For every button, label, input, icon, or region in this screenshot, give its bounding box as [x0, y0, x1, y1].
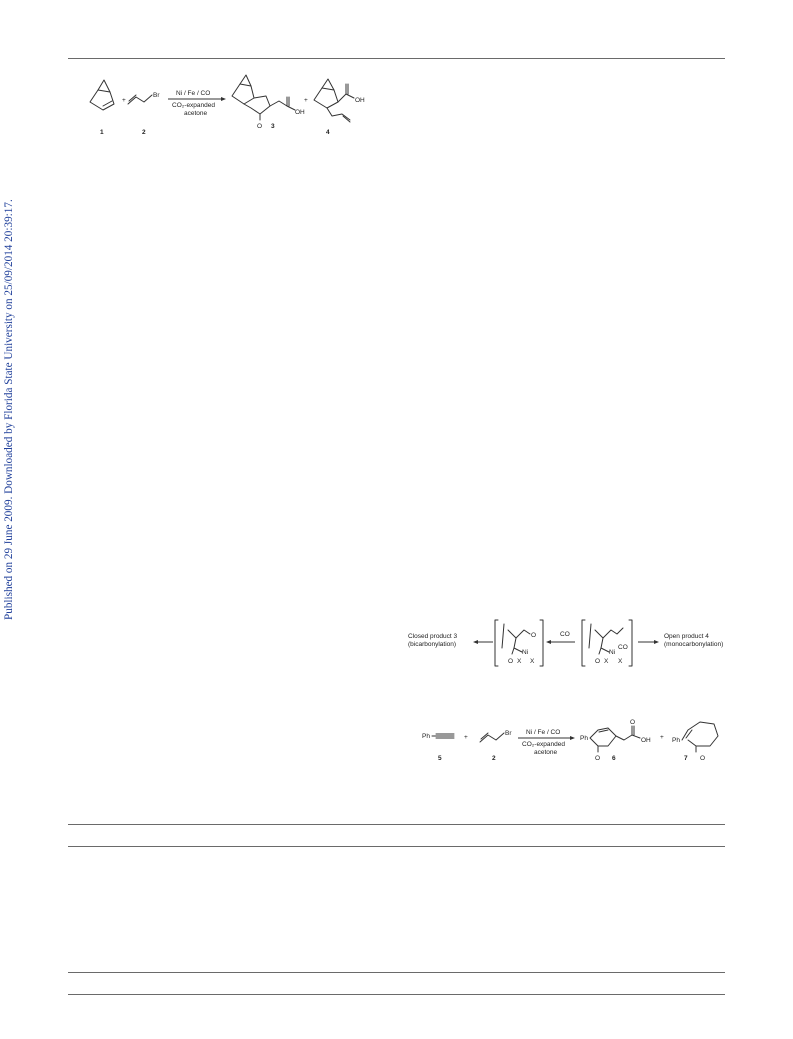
conditions-solvent: CO₂-expanded [172, 102, 215, 109]
open-product-label: Open product 4 [664, 633, 709, 640]
compound-4-label: 4 [326, 129, 330, 136]
int2-acyl-oxygen: O [595, 658, 601, 665]
compound-3-label: 3 [271, 123, 275, 130]
int1-ligand-x1: X [517, 658, 522, 665]
plus-sign: + [122, 97, 126, 104]
closed-product-type: (bicarbonylation) [408, 641, 457, 648]
plus-sign-2: + [304, 97, 308, 104]
scheme-2 [408, 616, 728, 676]
header-rule [68, 58, 725, 59]
compound-2-label-2: 2 [492, 755, 496, 762]
compound-2-label: 2 [142, 129, 146, 136]
ketone-oxygen-3: O [257, 123, 263, 130]
phenyl-label-7: Ph [672, 737, 680, 744]
scheme-3 [422, 718, 722, 766]
footer-rule-bottom [68, 994, 725, 995]
int1-acyl-oxygen: O [508, 658, 514, 665]
ketone-oxygen-6: O [595, 755, 601, 762]
conditions-top: Ni / Fe / CO [176, 90, 211, 97]
int2-nickel: Ni [609, 649, 616, 656]
footer-rule-top [68, 972, 725, 973]
scheme-1 [76, 66, 376, 146]
download-notice[interactable]: Published on 29 June 2009. Downloaded by Florida State University on 25/09/2014 20:39:17. [3, 199, 15, 620]
int2-ligand-x2: X [618, 658, 623, 665]
int2-carbonyl: CO [618, 644, 628, 651]
product-6-structure [590, 726, 640, 752]
int2-ligand-x1: X [604, 658, 609, 665]
alkyne-structure [432, 734, 454, 738]
plus-sign-4: + [660, 734, 664, 741]
acid-oxygen-6: O [630, 719, 636, 726]
int1-ligand-x2: X [530, 658, 535, 665]
bromine-label-2: Br [505, 730, 512, 737]
phenyl-label-5: Ph [422, 733, 430, 740]
compound-6-label: 6 [612, 755, 616, 762]
compound-7-label: 7 [684, 755, 688, 762]
co-arrow-label: CO [560, 631, 570, 638]
compound-1-label: 1 [100, 129, 104, 136]
allyl-bromide-structure-2 [480, 733, 504, 742]
closed-product-label: Closed product 3 [408, 633, 458, 640]
conditions-solvent-2: CO₂-expanded [522, 741, 565, 748]
norbornene-structure [90, 80, 114, 110]
allyl-bromide-structure [128, 95, 152, 104]
conditions-acetone: acetone [184, 110, 208, 117]
phenyl-label-6: Ph [580, 735, 588, 742]
compound-5-label: 5 [438, 755, 442, 762]
product-7-structure [682, 722, 718, 752]
bromine-label: Br [153, 92, 160, 99]
footnote-rule-bottom [68, 846, 725, 847]
product-3-structure [232, 75, 295, 120]
hydroxyl-label-4: OH [355, 97, 365, 104]
plus-sign-3: + [464, 734, 468, 741]
int1-ketone-oxygen: O [531, 632, 537, 639]
open-product-type: (monocarbonylation) [664, 641, 724, 648]
int1-nickel: Ni [522, 649, 529, 656]
product-4-structure [314, 79, 354, 122]
hydroxyl-label-6: OH [641, 737, 651, 744]
conditions-top-2: Ni / Fe / CO [526, 729, 561, 736]
conditions-acetone-2: acetone [534, 749, 558, 756]
footnote-rule-top [68, 824, 725, 825]
hydroxyl-label-3: OH [295, 109, 305, 116]
ketone-oxygen-7: O [700, 755, 706, 762]
